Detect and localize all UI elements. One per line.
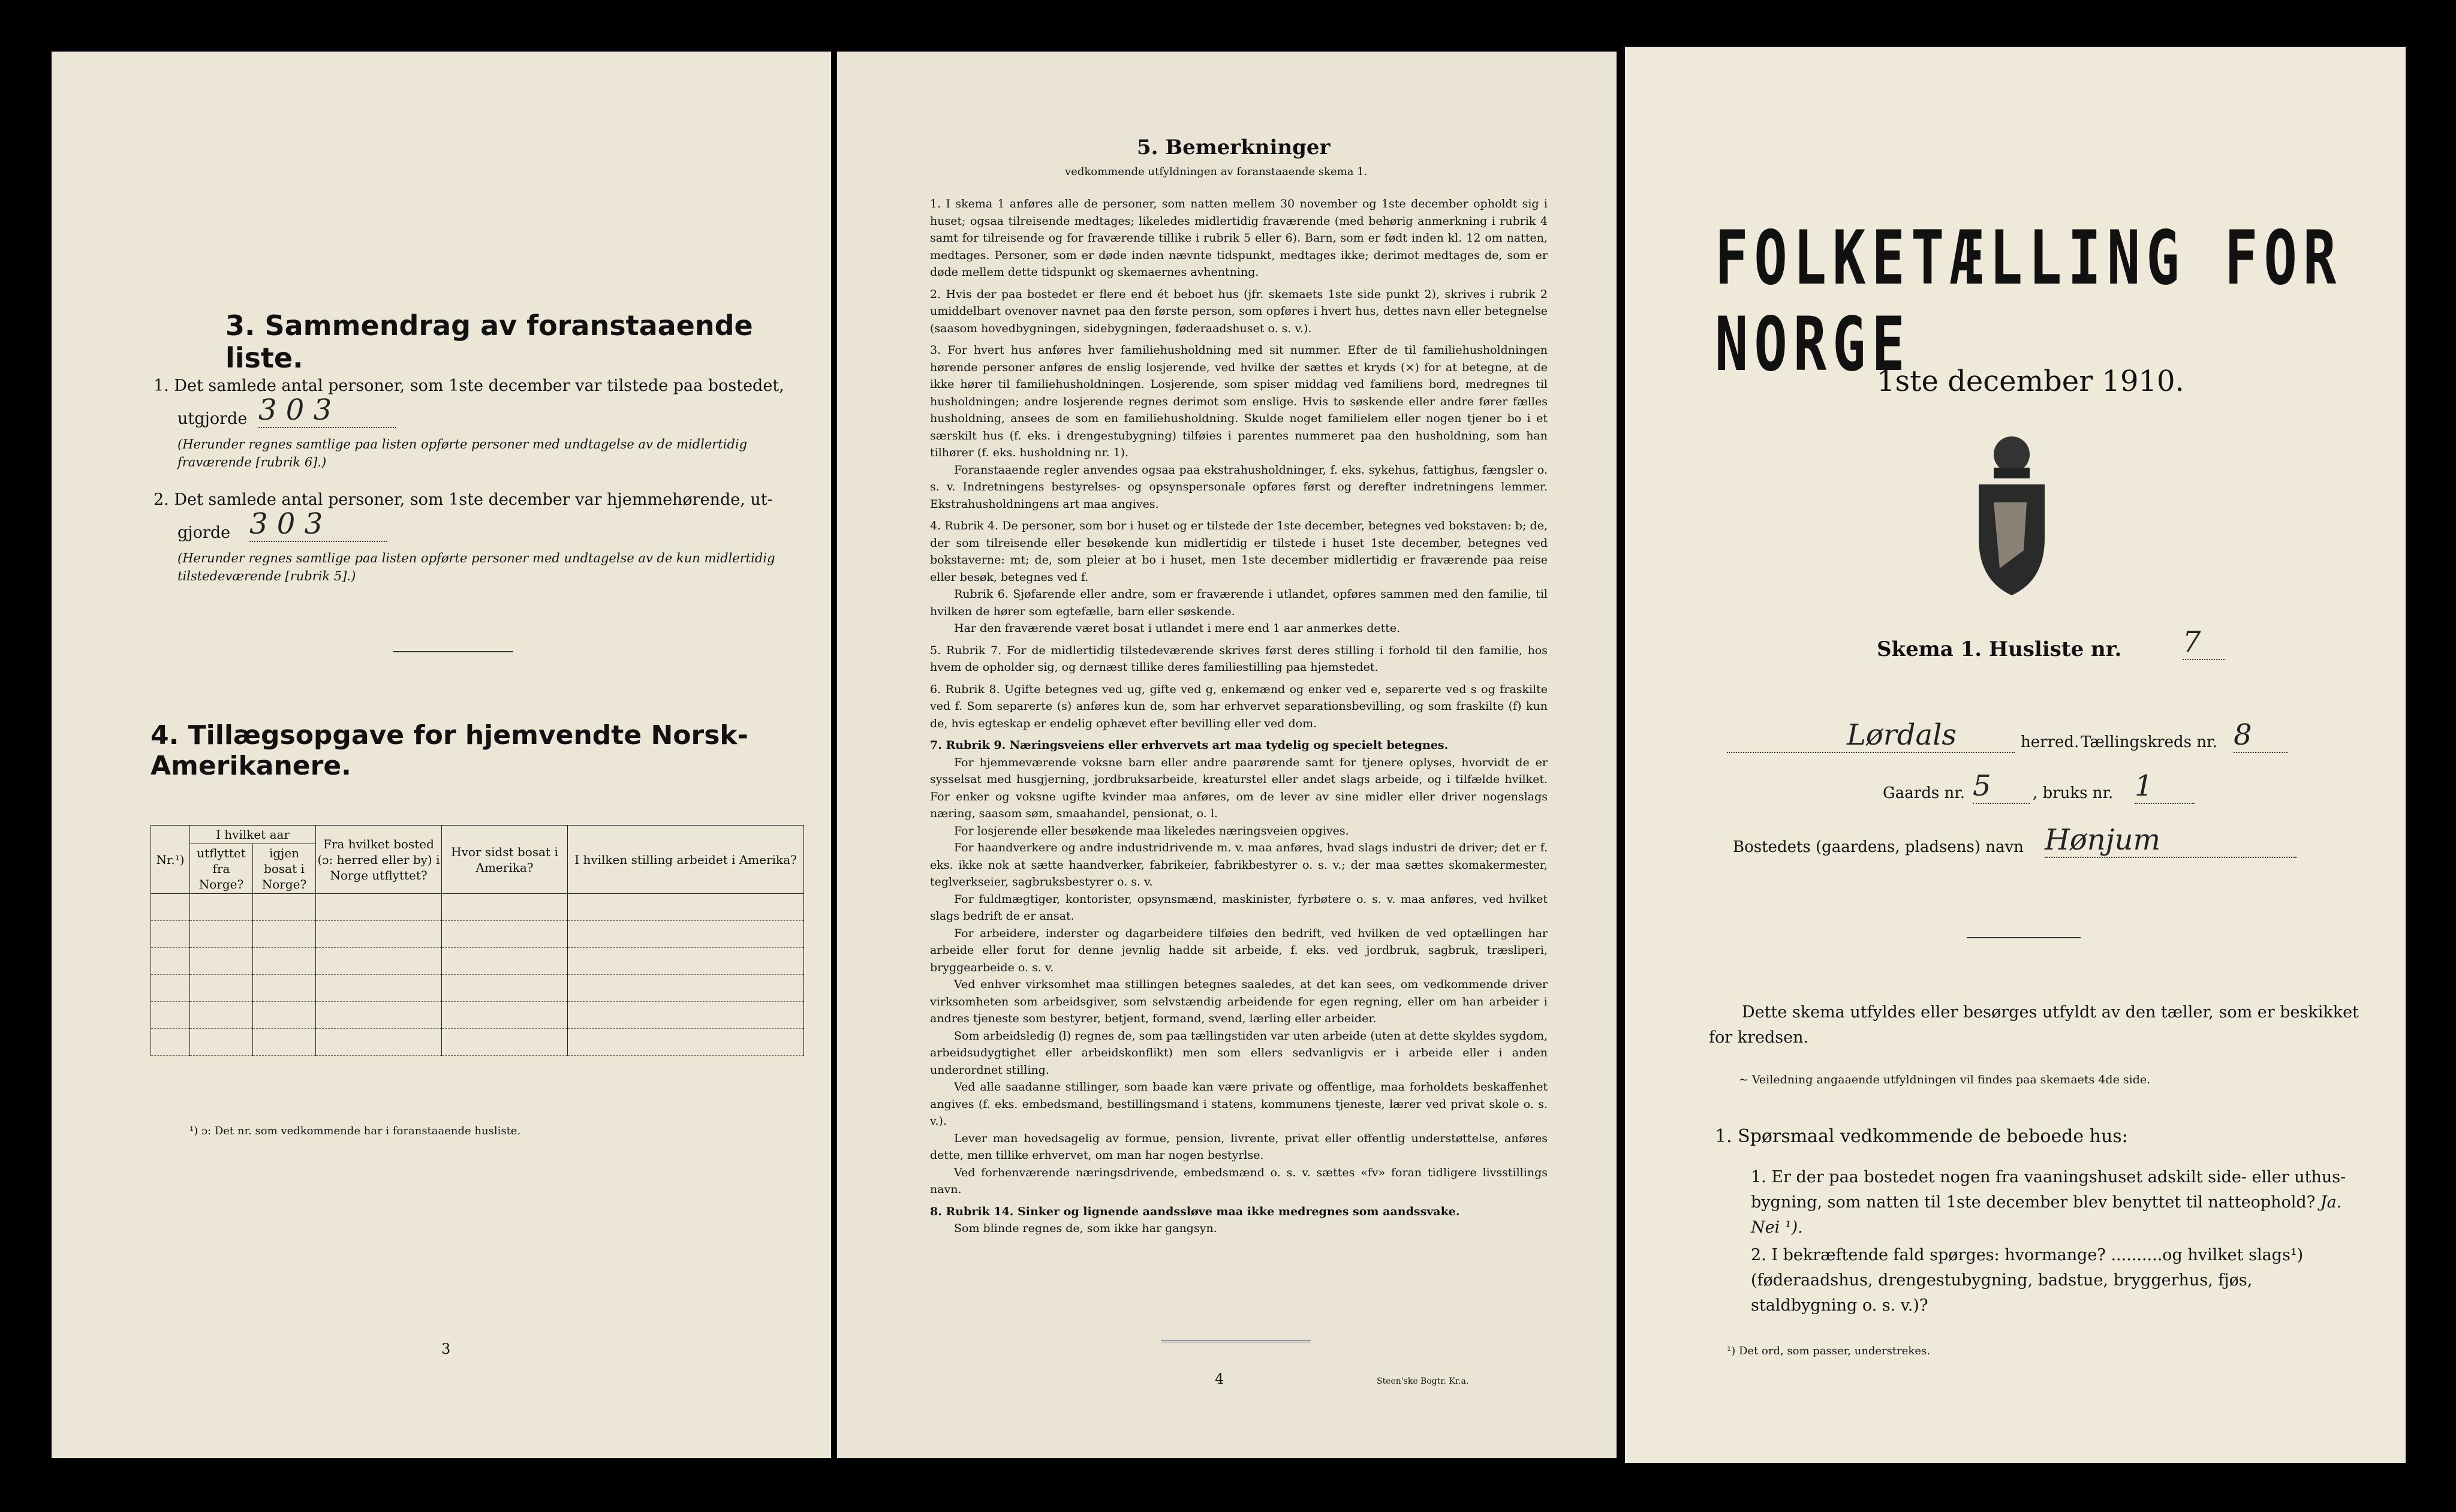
remark-7: 7. Rubrik 9. Næringsveiens eller erhvervets art maa tydelig og specielt betegnes. (930, 739, 1449, 752)
table-row (151, 894, 804, 921)
remark-1: 1. I skema 1 anføres alle de personer, som natten mellem 30 november og 1ste december opholdt sig i huset; ogsaa tilreisende medtages; likeledes midlertidig fraværende (med behørig anmerkning i rubrik 4 samt for tilreisende og for fraværende tillike i rubrik 5 eller 6). Barn, som er født inden kl. 12 om natten, medtages. Personer, som er døde inden nævnte tidspunkt, medtages ikke; derimot medtages de, som er døde mellem dette tidspunkt og skemaernes avhentning. (930, 197, 1548, 279)
divider (1161, 1341, 1311, 1342)
remark-7k: Ved forhenværende næringsdrivende, embedsmænd o. s. v. sættes «fv» foran tidligere livsstillings navn. (930, 1165, 1548, 1196)
question-heading: 1. Spørsmaal vedkommende de beboede hus: (1715, 1126, 2128, 1147)
col-occupation: I hvilken stilling arbeidet i Amerika? (568, 826, 804, 894)
remark-8b: Som blinde regnes de, som ikke har gangsyn. (954, 1222, 1217, 1235)
printer-mark: Steen'ske Bogtr. Kr.a. (1377, 1377, 1469, 1386)
remark-7f: For arbeidere, inderster og dagarbeidere tilføies den bedrift, ved hvilken de ved optællingen har arbeide eller forut for denne jevnlig hadde sit arbeide, f. eks. ved jordbruk, sagbruk, træsliperi, bryggearbeide o. s. v. (930, 926, 1548, 974)
herred-value: Lørdals (1727, 718, 2015, 753)
remark-7e: For fuldmægtiger, kontorister, opsynsmænd, maskinister, fyrbøtere o. s. v. maa anføres, ved hvilket slags bedrift de er ansat. (930, 892, 1548, 923)
remark-3: 3. For hvert hus anføres hver familiehusholdning med sit nummer. Efter de til familiehusholdningen hørende personer anføres de enslig losjerende, ved hvilke der sættes et kryds (×) for at betegne, at de ikke hører til familiehusholdningen. Losjerende, som spiser middag ved familiens bord, medregnes til husholdningen; andre losjerende regnes derimot som enslige. Hvis to søskende eller andre fører fælles husholdning, ansees de som en familiehusholdning. Skulde noget familielem eller nogen tjener bo i et særskilt hus (f. eks. i drengestubygning) tilføies i parentes nummeret paa den husholdning, som han tilhører (f. eks. husholdning nr. 1). (930, 344, 1548, 459)
col-emigrated: utflyttet fra Norge? (190, 844, 253, 894)
page-number: 3 (441, 1341, 451, 1357)
footnote: ¹) ɔ: Det nr. som vedkommende har i foranstaaende husliste. (189, 1125, 521, 1137)
instruction-note: ~ Veiledning angaaende utfyldningen vil findes paa skemaets 4de side. (1739, 1073, 2151, 1086)
coat-of-arms-icon (1967, 430, 2057, 598)
col-nr: Nr.¹) (151, 826, 190, 894)
remark-4b: Rubrik 6. Sjøfarende eller andre, som er fraværende i utlandet, opføres sammen med den familie, til hvilken de hører som egtefælle, barn eller søskende. (930, 588, 1548, 618)
page-number: 4 (1215, 1371, 1224, 1387)
section-3-title: 3. Sammendrag av foranstaaende liste. (225, 309, 753, 374)
bosted-value: Hønjum (2045, 823, 2297, 858)
item-1-label: utgjorde (177, 409, 248, 428)
question-1-text: 1. Er der paa bostedet nogen fra vaaningshuset adskilt side- eller uthus-bygning, som natten til 1ste december blev benyttet til natteophold? (1751, 1168, 2346, 1212)
husliste-number: 7 (2183, 625, 2225, 660)
question-2: 2. I bekræftende fald spørges: hvormange? ..........og hvilket slags¹) (føderaadshus, drengestubygning, badstue, bryggerhus, fjøs, staldbygning o. s. v.)? (1751, 1246, 2304, 1315)
col-from: Fra hvilket bosted (ɔ: herred eller by) i Norge utflyttet? (316, 826, 442, 894)
krets-label: Tællingskreds nr. (2081, 733, 2217, 751)
remark-7i: Ved alle saadanne stillinger, som baade kan være private og offentlige, maa forholdets beskaffenhet angives (f. eks. embedsmand, bestillingsmand i statens, kommunens tjeneste, lærer ved privat skole o. s. v.). (930, 1080, 1548, 1128)
table-row (151, 1002, 804, 1029)
remark-7c: For losjerende eller besøkende maa likeledes næringsveien opgives. (954, 824, 1349, 838)
krets-value: 8 (2234, 718, 2288, 753)
bosted-label: Bostedets (gaardens, pladsens) navn (1733, 838, 2024, 856)
remark-4c: Har den fraværende været bosat i utlandet i mere end 1 aar anmerkes dette. (954, 622, 1401, 635)
table-row (151, 975, 804, 1002)
footnote: ¹) Det ord, som passer, understrekes. (1727, 1345, 1930, 1357)
remark-7d: For haandverkere og andre industridrivende m. v. maa anføres, hvad slags industri de driver; det er f. eks. ikke nok at sætte haandverker, fabrikeier, fabrikbestyrer o. s. v.; der maa sættes skomakermester, teglverkseier, sagbruksbestyrer o. s. v. (930, 841, 1548, 888)
remarks-body (930, 195, 1548, 1237)
item-2-note: (Herunder regnes samtlige paa listen opførte personer med undtagelse av de kun midlertidig tilstedeværende [rubrik 5].) (177, 551, 775, 583)
table-row (151, 948, 804, 975)
table-row (151, 1029, 804, 1056)
gaards-label: Gaards nr. (1883, 784, 1966, 802)
item-2-value: 3 0 3 (249, 507, 387, 542)
remark-6: 6. Rubrik 8. Ugifte betegnes ved ug, gifte ved g, enkemænd og enker ved e, separerte ved s og fraskilte ved f. Som separerte (s) anføres kun de, som har erhvervet separationsbevilling, og som fraskilte (f) kun de, hvis egteskap er endelig ophævet efter bevilling eller ved dom. (930, 682, 1548, 730)
norsk-amerikanere-table (151, 825, 804, 1056)
skema-label: Skema 1. Husliste nr. (1877, 637, 2122, 661)
remark-7h: Som arbeidsledig (l) regnes de, som paa tællingstiden var uten arbeide (uten at dette skyldes sygdom, arbeidsudygtighet eller arbeidskonflikt) men som ellers sedvanligvis er i arbeide eller i anden underordnet stilling. (930, 1029, 1548, 1077)
remark-8: 8. Rubrik 14. Sinker og lignende aandssløve maa ikke medregnes som aandssvake. (930, 1204, 1460, 1218)
col-last-residence: Hvor sidst bosat i Amerika? (442, 826, 568, 894)
census-date: 1ste december 1910. (1877, 365, 2184, 398)
question-1 (1751, 1165, 2356, 1240)
bruks-label: , bruks nr. (2033, 784, 2114, 802)
col-returned: igjen bosat i Norge? (253, 844, 316, 894)
census-title: FOLKETÆLLING FOR NORGE (1715, 215, 2343, 388)
remark-3b: Foranstaaende regler anvendes ogsaa paa ekstrahusholdninger, f. eks. sykehus, fattighus, fængsler o. s. v. Indretningens bestyrelses- og opsynspersonale opføres først og derefter indretningens lemmer. Ekstrahusholdningens art maa angives. (930, 463, 1548, 511)
bruks-value: 1 (2135, 769, 2195, 804)
section-4-title: 4. Tillægsopgave for hjemvendte Norsk-Amerikanere. (151, 720, 748, 781)
remarks-subtitle: vedkommende utfyldningen av foranstaaende skema 1. (1065, 165, 1368, 178)
page-3 (52, 52, 831, 1458)
divider (393, 651, 513, 652)
remark-7j: Lever man hovedsagelig av formue, pension, livrente, privat eller offentlig understøttelse, anføres dette, men tillike erhvervet, om man har nogen bestyrlse. (930, 1131, 1548, 1162)
divider (1967, 937, 2081, 938)
herred-label: herred. (2021, 733, 2079, 751)
item-2-text: 2. Det samlede antal personer, som 1ste december var hjemmehørende, ut- (154, 490, 773, 509)
remarks-title: 5. Bemerkninger (1137, 135, 1331, 159)
instruction-text: Dette skema utfyldes eller besørges utfyldt av den tæller, som er beskikket for kredsen. (1709, 1003, 2359, 1047)
item-1-note: (Herunder regnes samtlige paa listen opførte personer med undtagelse av de midlertidig fraværende [rubrik 6].) (177, 437, 748, 469)
remark-7b: For hjemmeværende voksne barn eller andre paarørende samt for tjenere oplyses, hvorvidt de er sysselsat med husgjerning, jordbruksarbeide, kreaturstel eller andet slags arbeide, og i tilfælde hvilket. For enker og voksne ugifte kvinder maa anføres, om de lever av sine midler eller driver nogenslags næring, saasom søm, smaahandel, pensionat, o. l. (930, 755, 1548, 820)
gaards-value: 5 (1973, 769, 2030, 804)
col-group-year: I hvilket aar (190, 826, 316, 844)
item-2-label: gjorde (177, 523, 231, 542)
item-1-text: 1. Det samlede antal personer, som 1ste december var tilstede paa bostedet, (154, 377, 784, 395)
cover-page (1625, 47, 2406, 1463)
question-1-answer: Ja. Nei ¹). (1751, 1193, 2342, 1237)
remark-2: 2. Hvis der paa bostedet er flere end ét beboet hus (jfr. skemaets 1ste side punkt 2), skrives i rubrik 2 umiddelbart ovenover navnet paa den første person, som opføres i hvert hus, dettes navn eller betegnelse (saasom hovedbygningen, sidebygningen, føderaadshuset o. s. v.). (930, 287, 1548, 335)
page-4 (837, 52, 1617, 1458)
item-1-value: 3 0 3 (258, 393, 396, 428)
remark-4: 4. Rubrik 4. De personer, som bor i huset og er tilstede der 1ste december, betegnes ved bokstaven: b; de, der som tilreisende eller besøkende kun midlertidig er tilstede i huset 1ste december, betegnes ved bokstaverne: mt; de, som pleier at bo i huset, men 1ste december midlertidig er fraværende paa reise eller besøk, betegnes ved f. (930, 519, 1548, 584)
remark-5: 5. Rubrik 7. For de midlertidig tilstedeværende skrives først deres stilling i forhold til den familie, hos hvem de opholder sig, og dernæst tillike deres familiestilling paa hjemstedet. (930, 643, 1548, 674)
table-row (151, 921, 804, 948)
remark-7g: Ved enhver virksomhet maa stillingen betegnes saaledes, at det kan sees, om vedkommende driver virksomheten som arbeidsgiver, som selvstændig arbeidende for egen regning, eller om han arbeider i andres tjeneste som bestyrer, betjent, formand, svend, lærling eller arbeider. (930, 978, 1548, 1025)
